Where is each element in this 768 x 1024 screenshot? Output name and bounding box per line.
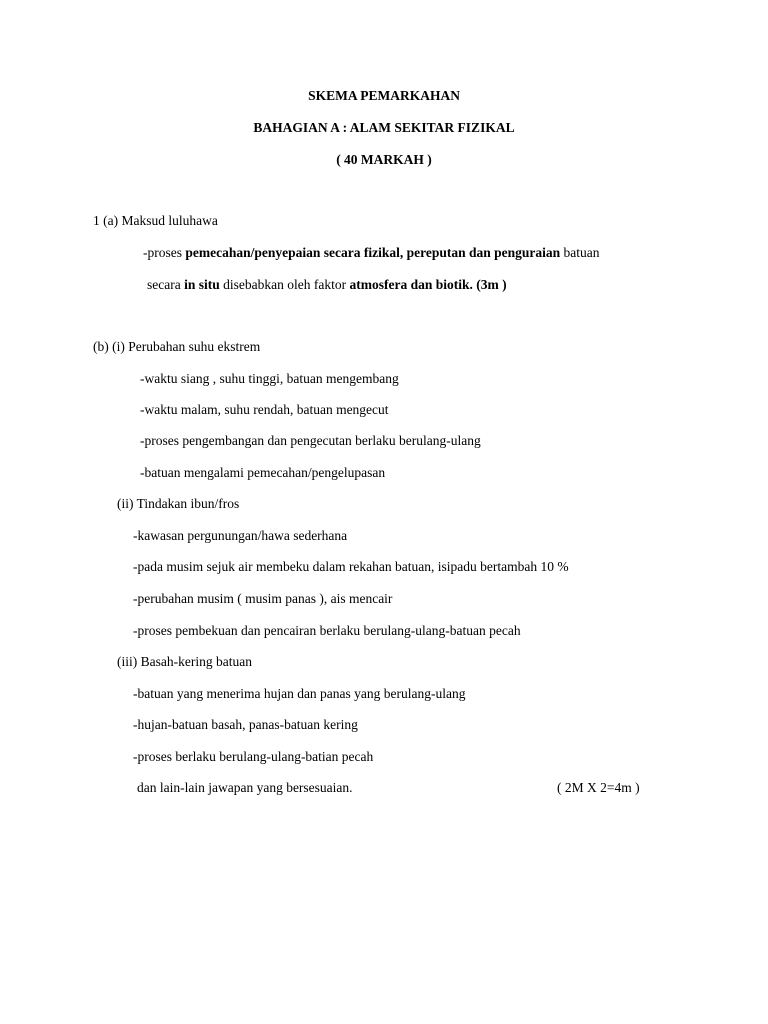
total-marks: ( 40 MARKAH ) bbox=[336, 152, 432, 167]
answer-keyword: atmosfera dan biotik. (3m ) bbox=[349, 277, 507, 292]
question-1a-label: 1 (a) Maksud luluhawa bbox=[93, 213, 218, 228]
question-1a-answer-line-2 bbox=[147, 277, 507, 293]
answer-text: secara bbox=[147, 277, 185, 292]
closing-note: dan lain-lain jawapan yang bersesuaian. bbox=[137, 780, 353, 795]
answer-text: -proses bbox=[143, 245, 186, 260]
list-item: -batuan yang menerima hujan dan panas yang berulang-ulang bbox=[133, 686, 466, 701]
question-1b-iii-heading: (iii) Basah-kering batuan bbox=[117, 654, 252, 669]
list-item: -proses pembekuan dan pencairan berlaku berulang-ulang-batuan pecah bbox=[133, 623, 521, 638]
list-item: -waktu siang , suhu tinggi, batuan mengembang bbox=[140, 371, 399, 386]
list-item: -kawasan pergunungan/hawa sederhana bbox=[133, 528, 348, 543]
question-1b-i-heading: (b) (i) Perubahan suhu ekstrem bbox=[93, 339, 261, 354]
list-item: -perubahan musim ( musim panas ), ais mencair bbox=[133, 591, 393, 606]
question-1a-answer-line-1 bbox=[143, 245, 600, 261]
scheme-title: SKEMA PEMARKAHAN bbox=[308, 88, 460, 103]
list-item: -pada musim sejuk air membeku dalam rekahan batuan, isipadu bertambah 10 % bbox=[133, 559, 569, 574]
section-title: BAHAGIAN A : ALAM SEKITAR FIZIKAL bbox=[253, 120, 515, 135]
answer-text: batuan bbox=[560, 245, 600, 260]
list-item: -proses berlaku berulang-ulang-batian pecah bbox=[133, 749, 374, 764]
list-item: -batuan mengalami pemecahan/pengelupasan bbox=[140, 465, 386, 480]
list-item: -proses pengembangan dan pengecutan berlaku berulang-ulang bbox=[140, 433, 481, 448]
closing-marks: ( 2M X 2=4m ) bbox=[557, 780, 640, 795]
answer-keyword: in situ bbox=[184, 277, 220, 292]
list-item: -waktu malam, suhu rendah, batuan mengecut bbox=[140, 402, 389, 417]
answer-keyword: pemecahan/penyepaian secara fizikal, pereputan dan penguraian bbox=[185, 245, 561, 260]
answer-text: disebabkan oleh faktor bbox=[219, 277, 350, 292]
question-1b-ii-heading: (ii) Tindakan ibun/fros bbox=[117, 496, 240, 511]
list-item: -hujan-batuan basah, panas-batuan kering bbox=[133, 717, 358, 732]
